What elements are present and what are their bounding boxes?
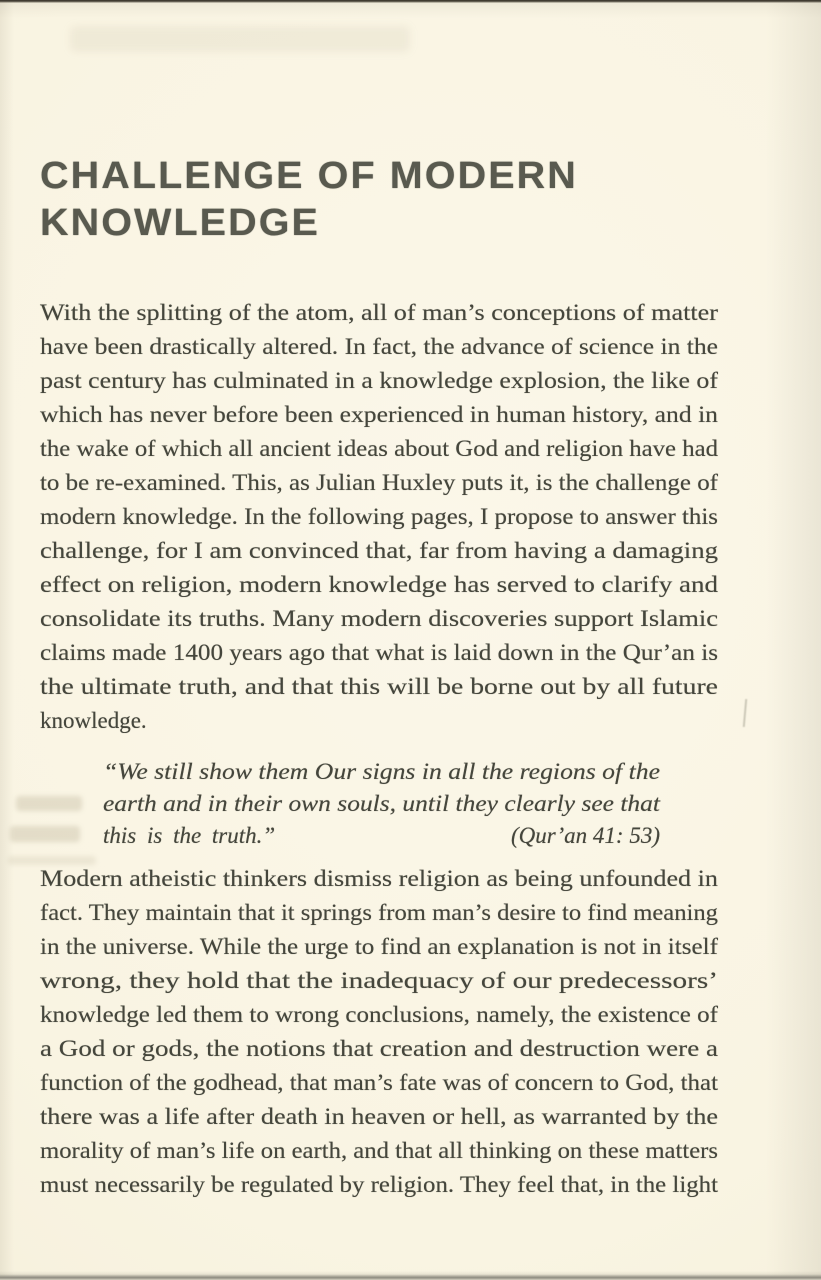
text-line bbox=[40, 998, 718, 1032]
text-line bbox=[40, 704, 718, 738]
scan-artifact-bleedthrough bbox=[16, 796, 82, 811]
chapter-title-line2: KNOWLEDGE bbox=[40, 202, 320, 244]
scan-artifact-bleedthrough bbox=[10, 826, 80, 842]
text-line-content: past century has culminated in a knowledge explosion, the like of bbox=[40, 368, 718, 393]
text-line-content: a God or gods, the notions that creation and destruction were a bbox=[40, 1036, 718, 1061]
text-line bbox=[40, 602, 718, 636]
quote-last-line bbox=[103, 820, 660, 852]
text-line-content: effect on religion, modern knowledge has served to clarify and bbox=[40, 572, 718, 597]
text-line bbox=[40, 534, 718, 568]
text-line bbox=[40, 862, 718, 896]
quote-line-content: earth and in their own souls, until they clearly see that bbox=[103, 791, 660, 816]
text-line-content: must necessarily be regulated by religion. They feel that, in the light bbox=[40, 1172, 718, 1197]
text-line-content: the wake of which all ancient ideas about God and religion have had bbox=[40, 436, 718, 461]
text-line-content: wrong, they hold that the inadequacy of our predecessors’ bbox=[40, 968, 718, 993]
text-line-content: With the splitting of the atom, all of man’s conceptions of matter bbox=[40, 300, 718, 325]
text-line bbox=[40, 670, 718, 704]
text-line bbox=[40, 1134, 718, 1168]
chapter-title bbox=[40, 153, 578, 247]
text-line-content: the ultimate truth, and that this will be borne out by all future bbox=[40, 674, 718, 699]
text-line-content: modern knowledge. In the following pages, I propose to answer this bbox=[40, 504, 718, 529]
text-line bbox=[40, 364, 718, 398]
paragraph-1 bbox=[40, 296, 718, 738]
text-line bbox=[40, 330, 718, 364]
text-line bbox=[40, 398, 718, 432]
text-line-content: fact. They maintain that it springs from man’s desire to find meaning bbox=[40, 900, 718, 925]
chapter-title-line1: CHALLENGE OF MODERN bbox=[40, 155, 578, 197]
text-line-content: have been drastically altered. In fact, the advance of science in the bbox=[40, 334, 718, 359]
text-line bbox=[40, 466, 718, 500]
text-line-content: in the universe. While the urge to find an explanation is not in itself bbox=[40, 934, 718, 959]
text-line-content: claims made 1400 years ago that what is laid down in the Qur’an is bbox=[40, 640, 718, 665]
text-line bbox=[40, 896, 718, 930]
text-line-content: which has never before been experienced in human history, and in bbox=[40, 402, 718, 427]
text-line bbox=[40, 636, 718, 670]
quote-line bbox=[103, 756, 660, 788]
quran-quote bbox=[103, 756, 660, 852]
text-line bbox=[40, 1032, 718, 1066]
text-line bbox=[40, 568, 718, 602]
text-line bbox=[40, 964, 718, 998]
text-line-content: to be re-examined. This, as Julian Huxley puts it, is the challenge of bbox=[40, 470, 718, 495]
quote-line-content: “We still show them Our signs in all the regions of the bbox=[103, 759, 660, 784]
text-line-content: function of the godhead, that man’s fate was of concern to God, that bbox=[40, 1070, 718, 1095]
text-line-content: consolidate its truths. Many modern discoveries support Islamic bbox=[40, 606, 718, 631]
text-line-content: there was a life after death in heaven or hell, as warranted by the bbox=[40, 1104, 718, 1129]
text-line bbox=[40, 432, 718, 466]
text-line-content: morality of man’s life on earth, and that all thinking on these matters bbox=[40, 1138, 718, 1163]
scan-edge-bottom bbox=[0, 1271, 821, 1280]
text-line-content: knowledge. bbox=[40, 708, 147, 733]
text-line-content: Modern atheistic thinkers dismiss religion as being unfounded in bbox=[40, 866, 718, 891]
text-line-content: knowledge led them to wrong conclusions, namely, the existence of bbox=[40, 1002, 718, 1027]
scan-artifact-scratch bbox=[743, 699, 747, 727]
paragraph-2 bbox=[40, 862, 718, 1202]
text-line bbox=[40, 500, 718, 534]
text-line-content: challenge, for I am convinced that, far from having a damaging bbox=[40, 538, 718, 563]
text-line bbox=[40, 296, 718, 330]
scan-edge-top bbox=[0, 0, 821, 3]
quote-citation: (Qur’an 41: 53) bbox=[510, 823, 660, 848]
text-line bbox=[40, 930, 718, 964]
quote-closing-text: this is the truth.” bbox=[103, 823, 276, 848]
text-line bbox=[40, 1066, 718, 1100]
scan-artifact-bleedthrough bbox=[70, 26, 410, 52]
quote-line bbox=[103, 788, 660, 820]
text-line bbox=[40, 1168, 718, 1202]
text-line bbox=[40, 1100, 718, 1134]
